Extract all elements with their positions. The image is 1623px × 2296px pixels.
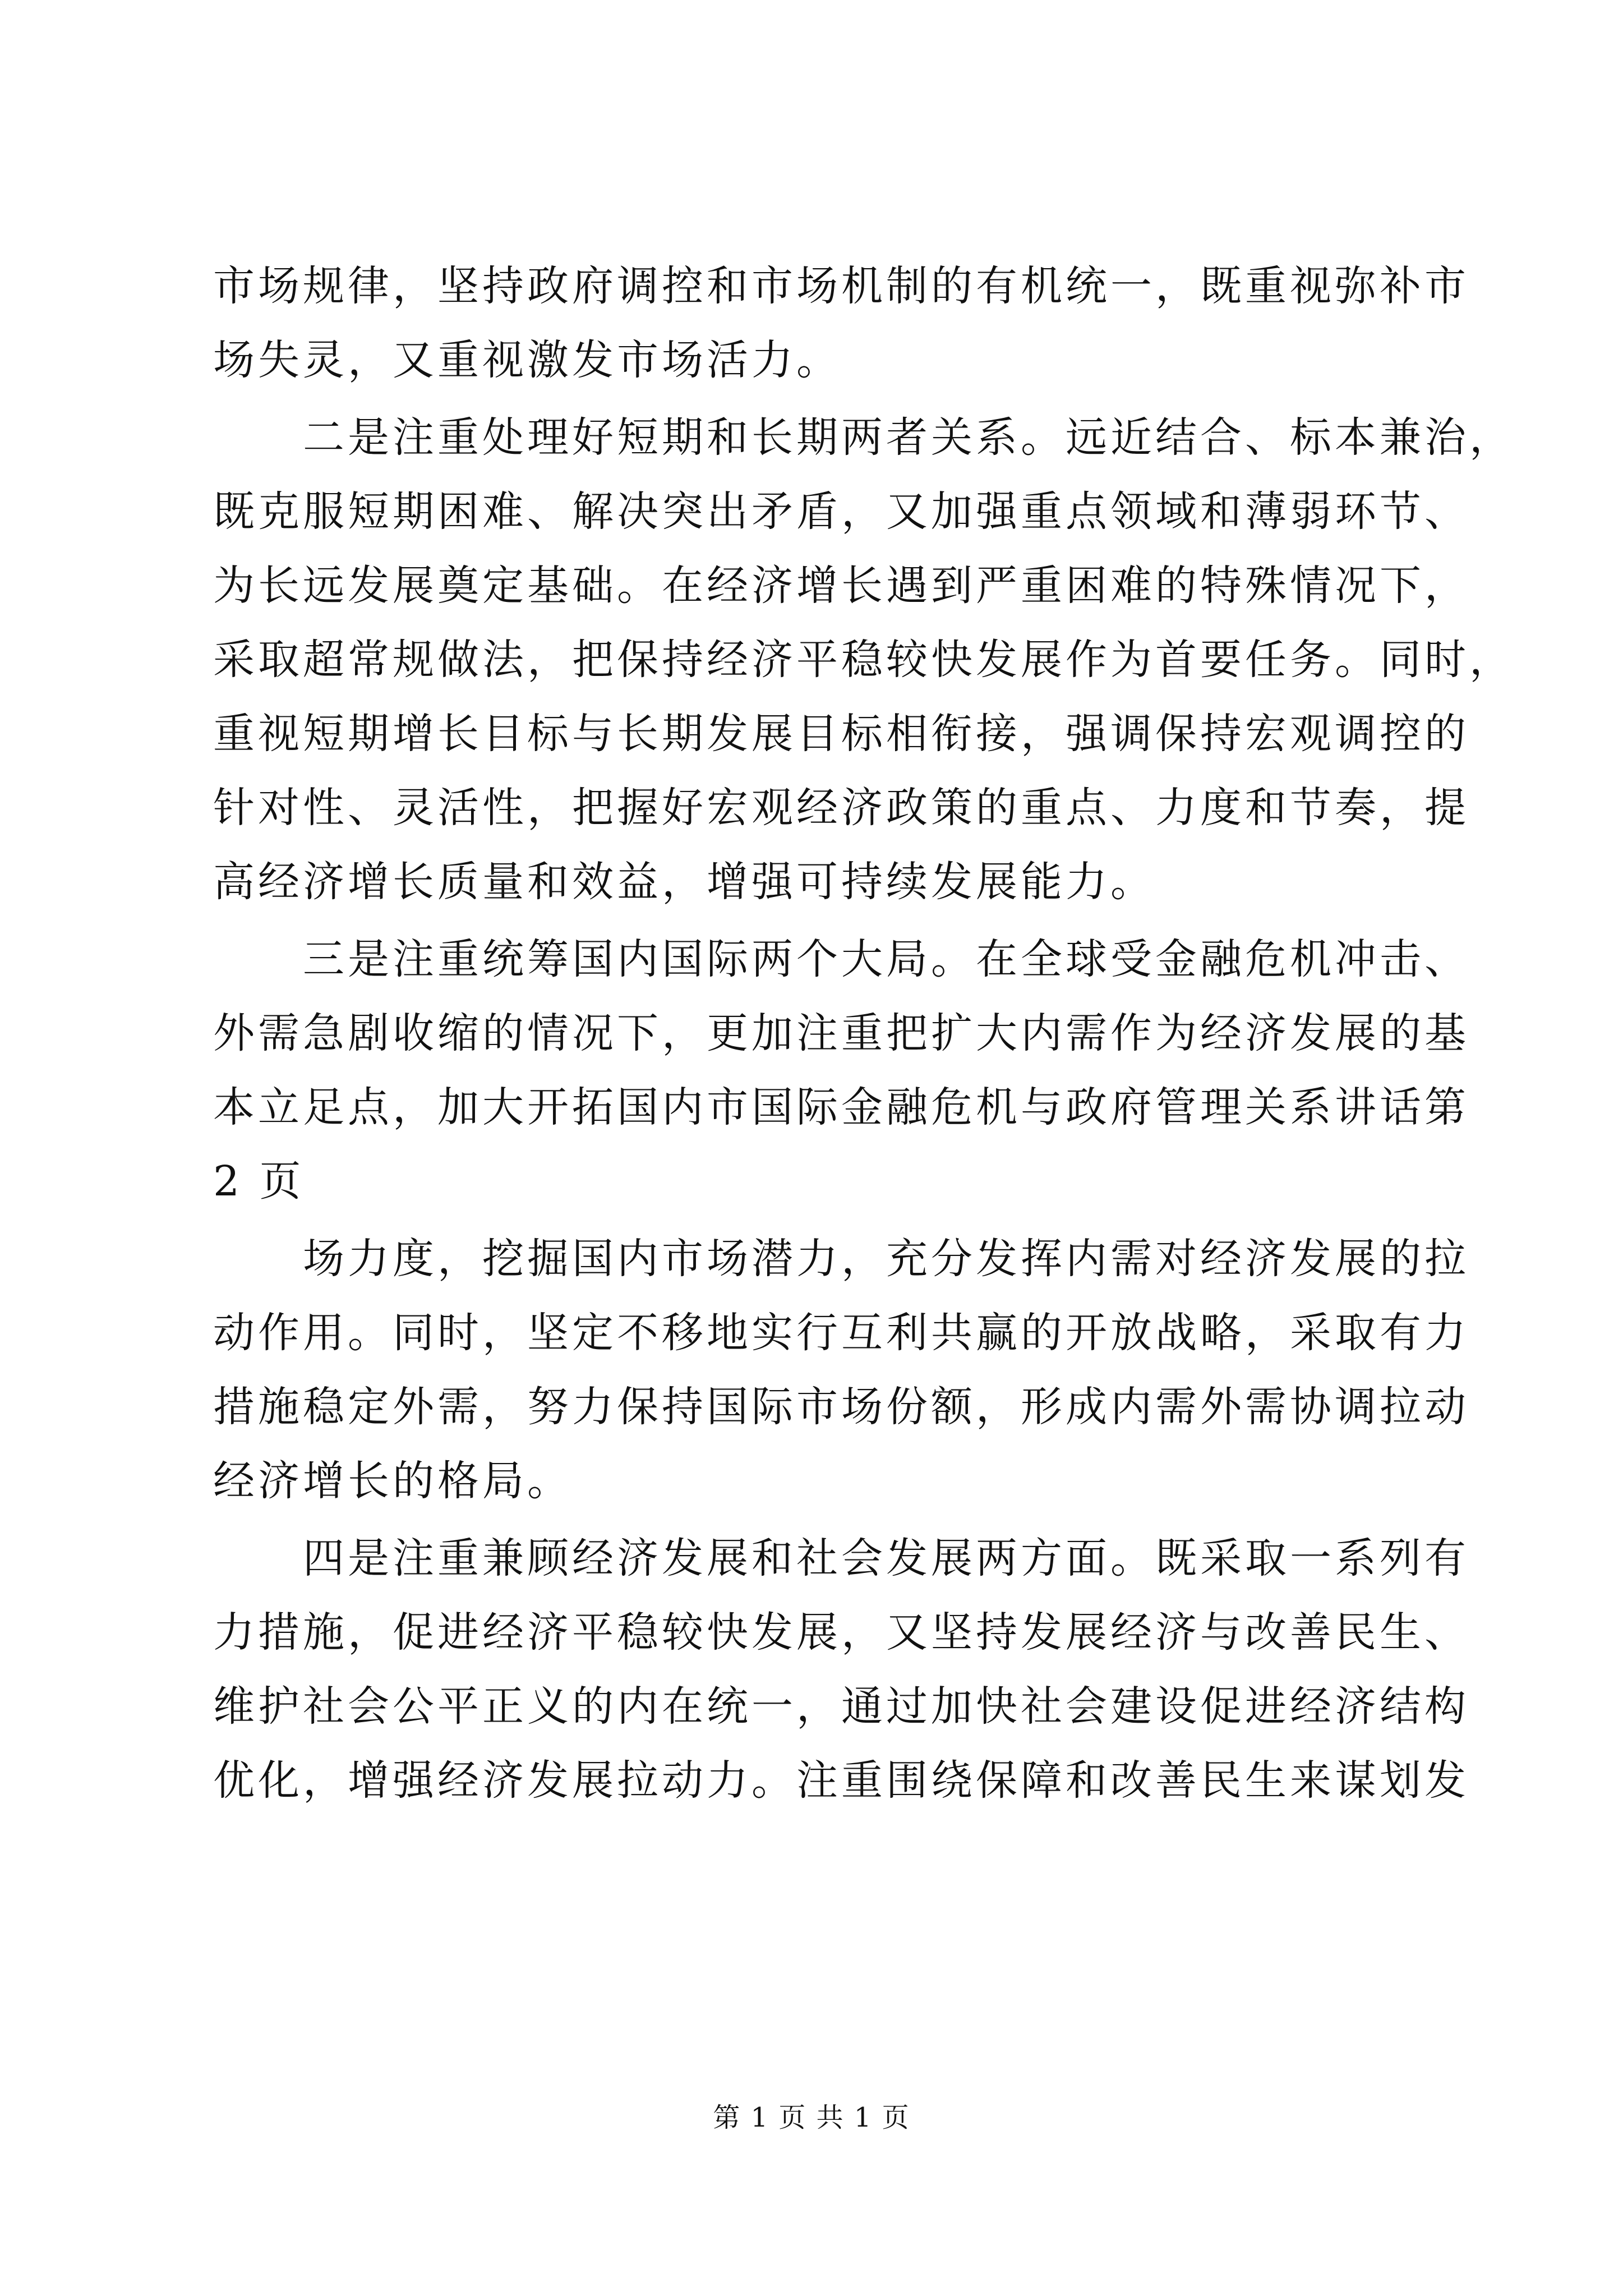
text-line: 采取超常规做法，把保持经济平稳较快发展作为首要任务。同时， [213,636,1514,684]
text-line: 为长远发展奠定基础。在经济增长遇到严重困难的特殊情况下， [213,562,1469,610]
text-line: 场力度，挖掘国内市场潜力，充分发挥内需对经济发展的拉 [213,1235,1469,1283]
text-line: 外需急剧收缩的情况下，更加注重把扩大内需作为经济发展的基 [213,1009,1469,1057]
text-line: 2 页 [213,1157,305,1205]
text-line: 重视短期增长目标与长期发展目标相衔接，强调保持宏观调控的 [213,710,1469,758]
text-line: 力措施，促进经济平稳较快发展，又坚持发展经济与改善民生、 [213,1608,1469,1657]
text-line: 针对性、灵活性，把握好宏观经济政策的重点、力度和节奏，提 [213,784,1469,832]
text-line: 四是注重兼顾经济发展和社会发展两方面。既采取一系列有 [213,1534,1469,1582]
text-line: 优化，增强经济发展拉动力。注重围绕保障和改善民生来谋划发 [213,1756,1469,1805]
text-line: 场失灵，又重视激发市场活力。 [213,336,841,384]
text-line: 经济增长的格局。 [213,1457,572,1505]
text-line: 既克服短期困难、解决突出矛盾，又加强重点领域和薄弱环节、 [213,487,1469,536]
text-line: 高经济增长质量和效益，增强可持续发展能力。 [213,858,1155,906]
text-line: 市场规律，坚持政府调控和市场机制的有机统一，既重视弥补市 [213,262,1469,310]
text-line: 动作用。同时，坚定不移地实行互利共赢的开放战略，采取有力 [213,1309,1469,1357]
page-footer: 第 1 页 共 1 页 [713,2102,910,2133]
text-line: 三是注重统筹国内国际两个大局。在全球受金融危机冲击、 [213,935,1469,983]
text-line: 维护社会公平正义的内在统一，通过加快社会建设促进经济结构 [213,1682,1469,1731]
text-line: 措施稳定外需，努力保持国际市场份额，形成内需外需协调拉动 [213,1383,1469,1431]
text-line: 二是注重处理好短期和长期两者关系。远近结合、标本兼治， [213,413,1514,462]
text-line: 本立足点，加大开拓国内市国际金融危机与政府管理关系讲话第 [213,1083,1469,1131]
